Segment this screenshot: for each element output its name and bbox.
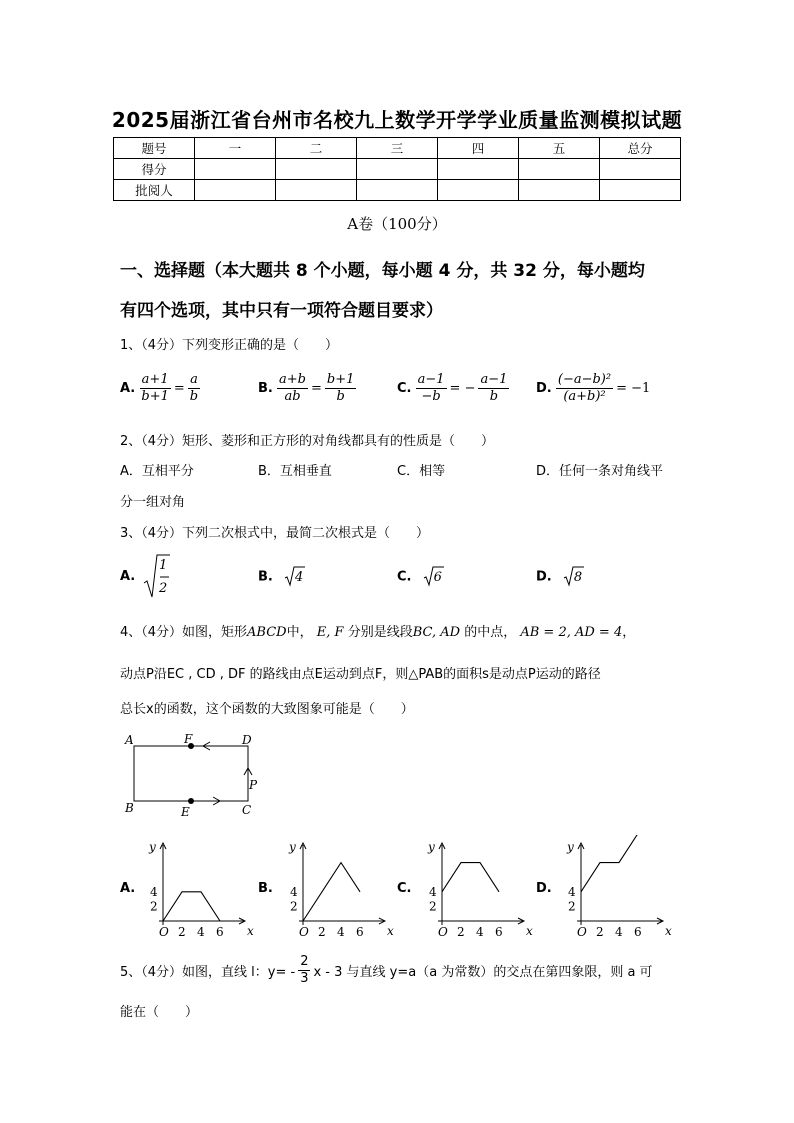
q2-option-a[interactable]: A．互相平分 — [120, 464, 194, 479]
q4-math: E, F — [316, 625, 344, 640]
y-axis-label: y — [567, 840, 574, 854]
score-input-cell[interactable] — [438, 159, 519, 180]
y-axis-label: y — [289, 840, 296, 854]
y-tick-label: 2 — [568, 899, 576, 914]
origin-label: O — [577, 925, 587, 939]
table-cell: 五 — [519, 138, 600, 159]
x-axis-label: x — [387, 924, 394, 938]
table-cell: 总分 — [600, 138, 681, 159]
graph-b[interactable] — [275, 835, 395, 945]
sqrt-sign-icon — [142, 553, 172, 601]
vertex-label: P — [249, 778, 258, 792]
option-label: C. — [397, 569, 412, 585]
q4-rectangle-figure — [118, 730, 268, 822]
option-label: A. — [120, 381, 136, 396]
score-row — [114, 159, 681, 180]
x-tick-label: 2 — [178, 925, 186, 939]
option-label: B. — [258, 569, 273, 585]
radicand: 4 — [294, 569, 304, 585]
q5-line2: 能在（ ） — [120, 1005, 199, 1020]
score-input-cell[interactable] — [600, 159, 681, 180]
q2-stem: 2、（4分）矩形、菱形和正方形的对角线都具有的性质是（ ） — [120, 434, 495, 449]
q1-option-b[interactable]: B. $\frac{a+b}{ab}$ = $\frac{b+1}{b}$ — [258, 372, 355, 404]
frac-num: a+1 — [141, 372, 169, 387]
q4-math: ABCD — [247, 625, 287, 640]
part1-heading-line2: 有四个选项，其中只有一项符合题目要求） — [120, 301, 443, 321]
q3-option-a[interactable] — [120, 553, 180, 603]
vertex-label: D — [242, 733, 252, 747]
grader-input-cell[interactable] — [357, 180, 438, 201]
q4-line2: 动点P沿EC , CD , DF 的路线由点E运动到点F，则△PAB的面积s是动点P运动的路径 — [120, 667, 601, 682]
q4-text: ， — [622, 625, 636, 640]
frac-num: a−1 — [480, 372, 508, 387]
x-tick-label: 2 — [318, 925, 326, 939]
y-tick-label: 2 — [150, 899, 158, 914]
q2-option-d-cont: 分一组对角 — [120, 495, 186, 510]
score-table — [113, 137, 681, 201]
function-curve — [581, 835, 638, 892]
function-curve — [163, 892, 220, 921]
q5-text: x - 3 与直线 y=a（a 为常数）的交点在第四象限，则 a 可 — [313, 965, 653, 980]
y-axis-label: y — [149, 840, 156, 854]
q3-option-b[interactable] — [258, 565, 303, 587]
score-input-cell[interactable] — [195, 159, 276, 180]
x-tick-label: 6 — [634, 925, 642, 939]
frac-num: a−1 — [417, 372, 445, 387]
score-input-cell[interactable] — [276, 159, 357, 180]
q4-line1 — [120, 621, 635, 640]
table-cell: 二 — [276, 138, 357, 159]
q1-option-d[interactable] — [536, 372, 653, 405]
vertex-label: A — [125, 733, 134, 747]
score-input-cell[interactable] — [357, 159, 438, 180]
frac-num: 1 — [159, 558, 168, 573]
q4-text: 的中点， — [464, 625, 517, 640]
graph-option-label: C. — [397, 881, 412, 896]
table-cell: 题号 — [114, 138, 195, 159]
vertex-label: F — [184, 732, 193, 746]
function-curve — [303, 863, 360, 921]
table-cell: 得分 — [114, 159, 195, 180]
q4-math: AB = 2, AD = 4 — [520, 625, 623, 640]
graph-d[interactable] — [553, 835, 673, 945]
frac-den: 3 — [300, 971, 309, 986]
option-label: D. — [536, 381, 552, 396]
x-tick-label: 6 — [356, 925, 364, 939]
vertex-label: B — [125, 801, 134, 815]
vertex-label: C — [242, 803, 252, 817]
y-tick-label: 4 — [290, 884, 298, 899]
score-table-header — [114, 138, 681, 159]
graph-a[interactable] — [135, 835, 255, 945]
frac-den: b — [489, 389, 499, 404]
exam-title: 2025届浙江省台州市名校九上数学开学学业质量监测模拟试题 — [111, 108, 683, 132]
x-tick-label: 4 — [615, 925, 623, 939]
radicand: 6 — [433, 569, 442, 585]
frac-sign: = − — [449, 381, 476, 396]
q5-line1 — [120, 954, 653, 987]
q2-option-b[interactable]: B．互相垂直 — [258, 464, 332, 479]
x-axis-label: x — [665, 924, 672, 938]
grader-input-cell[interactable] — [438, 180, 519, 201]
origin-label: O — [299, 925, 309, 939]
x-tick-label: 2 — [596, 925, 604, 939]
q1-stem: 1、（4分）下列变形正确的是（ ） — [120, 338, 339, 353]
frac-den: b — [189, 389, 199, 404]
frac-den: −b — [421, 389, 441, 404]
grader-input-cell[interactable] — [276, 180, 357, 201]
q3-option-c[interactable] — [397, 565, 442, 587]
frac-rhs: = −1 — [616, 381, 651, 396]
x-tick-label: 4 — [476, 925, 484, 939]
q4-text: 4、（4分）如图，矩形 — [120, 625, 248, 640]
frac-den: b+1 — [141, 389, 169, 404]
graph-c[interactable] — [414, 835, 534, 945]
table-cell: 三 — [357, 138, 438, 159]
frac-num: a — [190, 372, 198, 387]
table-cell: 批阅人 — [114, 180, 195, 201]
x-axis-label: x — [526, 924, 533, 938]
origin-label: O — [159, 925, 169, 939]
frac-num: (−a−b)² — [557, 372, 612, 387]
q2-option-d[interactable]: D．任何一条对角线平 — [536, 464, 664, 479]
y-tick-label: 4 — [568, 884, 576, 899]
graph-option-label: D. — [536, 881, 552, 896]
option-label: A. — [120, 569, 136, 584]
x-tick-label: 6 — [495, 925, 503, 939]
q3-stem: 3、（4分）下列二次根式中，最简二次根式是（ ） — [120, 526, 430, 541]
function-curve — [442, 863, 499, 892]
y-tick-label: 4 — [150, 884, 158, 899]
q4-text: 分别是线段 — [347, 625, 413, 640]
table-cell: 四 — [438, 138, 519, 159]
frac-num: b+1 — [326, 372, 355, 387]
frac-den: ab — [284, 389, 301, 404]
frac-den: 2 — [159, 581, 168, 596]
grader-row — [114, 180, 681, 201]
x-axis-label: x — [247, 924, 254, 938]
option-label: D. — [536, 569, 552, 585]
y-tick-label: 4 — [429, 884, 437, 899]
q4-math: BC, AD — [412, 625, 461, 640]
section-a-heading: A卷（100分） — [347, 215, 447, 233]
score-input-cell[interactable] — [519, 159, 600, 180]
frac-num: 2 — [300, 954, 309, 969]
option-label: C. — [397, 381, 412, 396]
table-cell: 一 — [195, 138, 276, 159]
graph-option-label: B. — [258, 881, 273, 896]
grader-input-cell[interactable] — [519, 180, 600, 201]
y-tick-label: 2 — [290, 899, 298, 914]
frac-num: a+b — [279, 372, 306, 387]
x-tick-label: 6 — [216, 925, 224, 939]
frac-den: b — [336, 389, 345, 404]
x-tick-label: 2 — [457, 925, 465, 939]
vertex-label: E — [181, 805, 190, 819]
q4-line3: 总长x的函数，这个函数的大致图象可能是（ ） — [120, 702, 414, 717]
y-axis-label: y — [428, 840, 435, 854]
q1-option-a[interactable]: A. $\frac{a+1}{b+1}$ = $\frac{a}{b}$ — [120, 372, 199, 404]
y-tick-label: 2 — [429, 899, 437, 914]
frac-den: (a+b)² — [563, 389, 606, 404]
x-tick-label: 4 — [337, 925, 345, 939]
q1-option-c[interactable] — [397, 372, 509, 405]
option-label: B. — [258, 381, 273, 396]
x-tick-label: 4 — [197, 925, 205, 939]
grader-input-cell[interactable] — [600, 180, 681, 201]
radicand: 8 — [573, 569, 583, 585]
part1-heading-line1: 一、选择题（本大题共 8 个小题，每小题 4 分，共 32 分，每小题均 — [120, 261, 645, 281]
origin-label: O — [438, 925, 448, 939]
q2-option-c[interactable]: C．相等 — [397, 464, 446, 479]
q3-option-d[interactable] — [536, 565, 582, 587]
q4-text: 中， — [286, 625, 313, 640]
grader-input-cell[interactable] — [195, 180, 276, 201]
q5-text: 5、（4分）如图，直线 l：y= - — [120, 965, 296, 980]
graph-option-label: A. — [120, 881, 136, 896]
